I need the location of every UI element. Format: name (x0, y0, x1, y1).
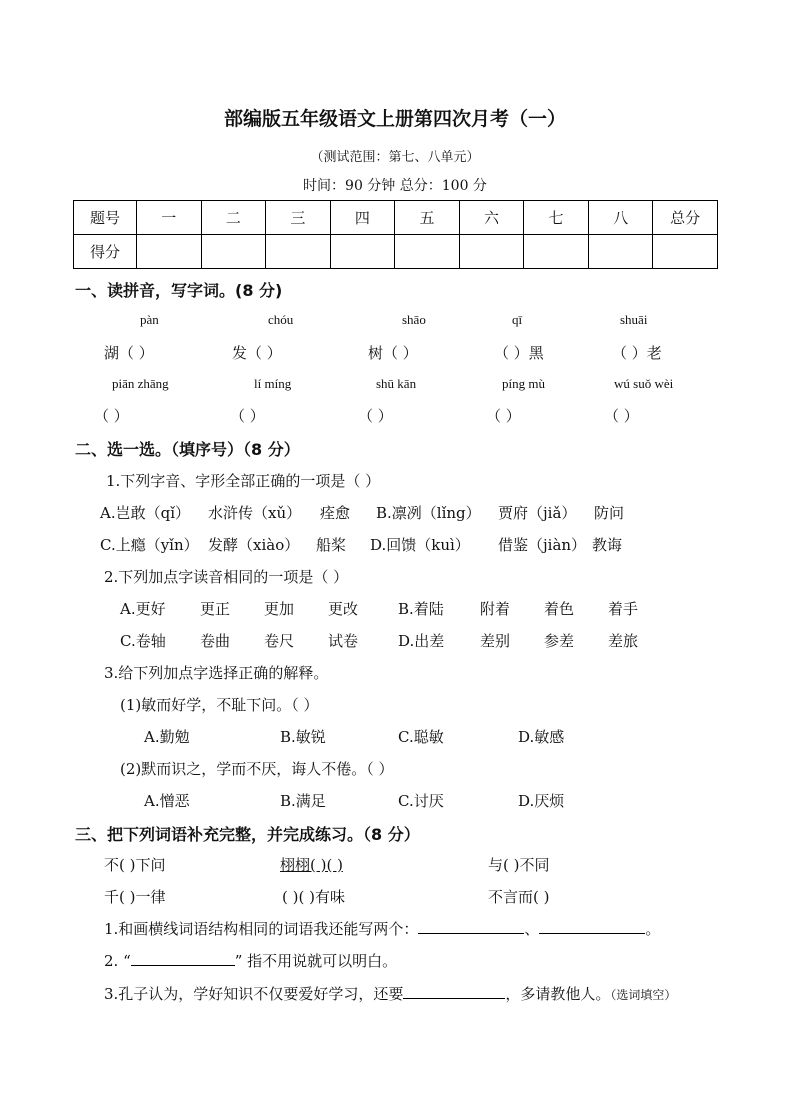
score-cell[interactable] (524, 235, 589, 269)
option-text: A.勤勉 (144, 728, 190, 746)
exercise-2 (104, 950, 397, 971)
word-blank[interactable]: 湖（ ） (104, 344, 154, 362)
score-cell[interactable] (266, 235, 331, 269)
exercise-note: （选词填空） (610, 988, 677, 1002)
word-blank[interactable]: 发（ ） (232, 344, 282, 362)
sub-question: (2)默而识之，学而不厌，诲人不倦。（ ） (120, 760, 394, 778)
option-text: A.更好 (120, 600, 166, 618)
separator: 、 (524, 920, 540, 938)
option-text: 试卷 (328, 632, 359, 650)
word-blank[interactable]: （ ） (358, 407, 393, 425)
option-text: C.聪敏 (398, 728, 444, 746)
sub-question: (1)敏而好学，不耻下问。（ ） (120, 696, 319, 714)
idiom-blank[interactable]: 千( )一律 (104, 888, 166, 906)
score-cell[interactable] (395, 235, 460, 269)
table-cell: 六 (459, 201, 524, 235)
time-info: 时间：90 分钟 总分：100 分 (303, 178, 487, 194)
pinyin: lí míng (254, 376, 292, 391)
pinyin: pàn (140, 312, 159, 327)
idiom-blank[interactable]: 与( )不同 (488, 856, 550, 874)
word-blank[interactable]: （ ） (486, 407, 521, 425)
option-text: 痊愈 (320, 504, 351, 522)
table-cell: 二 (201, 201, 266, 235)
word-blank[interactable]: 树（ ） (368, 344, 418, 362)
table-cell: 三 (266, 201, 331, 235)
option-text: B.凛冽（lǐng） (376, 504, 481, 522)
section1-heading: 一、读拼音，写字词。(8 分) (75, 281, 283, 300)
score-cell[interactable] (653, 235, 718, 269)
score-cell[interactable] (588, 235, 653, 269)
exercise-text: ，多请教他人。 (505, 985, 611, 1003)
score-cell[interactable] (459, 235, 524, 269)
option-text: B.满足 (280, 792, 326, 810)
test-scope: （测试范围：第七、八单元） (310, 150, 480, 165)
table-cell: 八 (588, 201, 653, 235)
option-text: 卷曲 (200, 632, 231, 650)
pinyin: chóu (268, 312, 294, 327)
option-text: C.讨厌 (398, 792, 444, 810)
table-cell: 得分 (74, 235, 137, 269)
option-text: C.卷轴 (120, 632, 166, 650)
table-header-row (74, 201, 718, 235)
option-text: B.敏锐 (280, 728, 326, 746)
score-table (73, 200, 718, 269)
option-text: 水浒传（xǔ） (208, 504, 302, 522)
period: 。 (645, 920, 661, 938)
pinyin: wú suǒ wèi (614, 376, 674, 391)
idiom-blank[interactable]: ( )( )有味 (282, 888, 345, 906)
option-text: 差别 (480, 632, 511, 650)
option-text: 附着 (480, 600, 511, 618)
answer-blank[interactable] (418, 919, 524, 934)
option-text: 教诲 (592, 536, 623, 554)
pinyin: shū kān (376, 376, 417, 391)
idiom-blank-underlined[interactable]: 栩栩( )( ) (280, 856, 343, 874)
table-cell: 四 (330, 201, 395, 235)
table-score-row (74, 235, 718, 269)
question-1: 1.下列字音、字形全部正确的一项是（ ） (106, 472, 381, 490)
option-text: D.厌烦 (518, 792, 565, 810)
word-blank[interactable]: （ ） (604, 407, 639, 425)
pinyin: qī (512, 312, 523, 327)
word-blank[interactable]: （ ）黑 (494, 344, 544, 362)
option-text: 贾府（jiǎ） (498, 504, 577, 522)
option-text: 借鉴（jiàn） (498, 536, 587, 554)
score-cell[interactable] (137, 235, 202, 269)
word-blank[interactable]: （ ）老 (612, 344, 662, 362)
exercise-3 (104, 983, 676, 1004)
option-text: D.出差 (398, 632, 445, 650)
option-text: A.憎恶 (144, 792, 190, 810)
exercise-text: ” 指不用说就可以明白。 (234, 952, 398, 970)
table-cell: 五 (395, 201, 460, 235)
section3-heading: 三、把下列词语补充完整，并完成练习。（8 分） (75, 825, 420, 844)
answer-blank[interactable] (539, 919, 645, 934)
word-blank[interactable]: （ ） (94, 407, 129, 425)
word-blank[interactable]: （ ） (230, 407, 265, 425)
table-cell: 题号 (74, 201, 137, 235)
idiom-blank[interactable]: 不言而( ) (488, 888, 550, 906)
idiom-blank[interactable]: 不( )下问 (104, 856, 166, 874)
pinyin: shāo (402, 312, 426, 327)
question-2: 2.下列加点字读音相同的一项是（ ） (104, 568, 349, 586)
option-text: 船桨 (316, 536, 347, 554)
section2-heading: 二、选一选。（填序号）（8 分） (75, 440, 300, 459)
option-text: 卷尺 (264, 632, 295, 650)
pinyin: piān zhāng (112, 376, 169, 391)
table-cell: 总分 (653, 201, 718, 235)
exercise-text: 3.孔子认为，学好知识不仅要爱好学习，还要 (104, 985, 404, 1003)
answer-blank[interactable] (403, 984, 505, 999)
exercise-text: 2. “ (104, 952, 131, 970)
option-text: 更加 (264, 600, 295, 618)
option-text: 防问 (594, 504, 625, 522)
option-text: 更改 (328, 600, 359, 618)
page-title: 部编版五年级语文上册第四次月考（一） (223, 108, 566, 130)
option-text: A.岂敢（qǐ） (100, 504, 191, 522)
table-cell: 七 (524, 201, 589, 235)
question-3: 3.给下列加点字选择正确的解释。 (104, 664, 329, 682)
option-text: 更正 (200, 600, 231, 618)
exercise-1 (104, 918, 660, 939)
exercise-text: 1.和画横线词语结构相同的词语我还能写两个： (104, 920, 419, 938)
table-cell: 一 (137, 201, 202, 235)
option-text: 着色 (544, 600, 575, 618)
pinyin: shuāi (620, 312, 648, 327)
option-text: D.敏感 (518, 728, 565, 746)
option-text: 发酵（xiào） (208, 536, 300, 554)
option-text: 参差 (544, 632, 575, 650)
option-text: C.上瘾（yǐn） (100, 536, 199, 554)
option-text: 着手 (608, 600, 639, 618)
option-text: D.回馈（kuì） (370, 536, 470, 554)
option-text: B.着陆 (398, 600, 444, 618)
pinyin: píng mù (502, 376, 545, 391)
score-cell[interactable] (330, 235, 395, 269)
score-cell[interactable] (201, 235, 266, 269)
answer-blank[interactable] (131, 951, 235, 966)
option-text: 差旅 (608, 632, 639, 650)
